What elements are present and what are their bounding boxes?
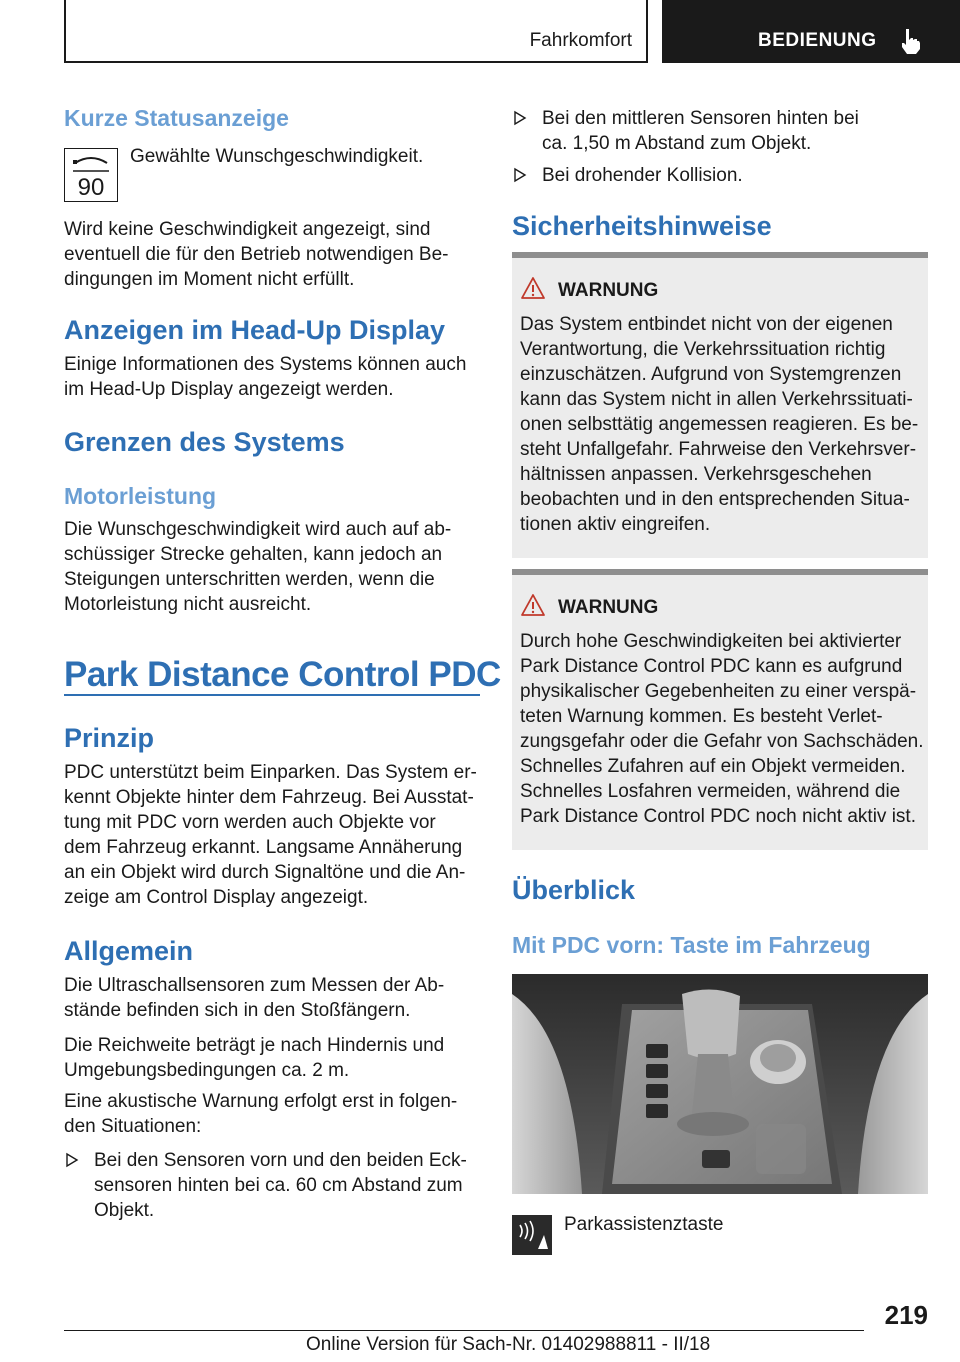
triangle-bullet-icon xyxy=(64,1152,80,1168)
text-line: Die Ultraschallsensoren zum Messen der Ab- xyxy=(64,975,445,996)
text-line: Verantwortung, die Verkehrssituation richtig xyxy=(520,339,886,360)
text-line: Die Wunschgeschwindigkeit wird auch auf ab- xyxy=(64,519,452,540)
motorleistung-body xyxy=(64,517,451,617)
text-line: onen selbsttätig angemessen reagieren. Es be- xyxy=(520,414,919,435)
kurze-statusanzeige-desc: Gewählte Wunschgeschwindigkeit. xyxy=(130,146,424,167)
text-line: Die Reichweite beträgt je nach Hindernis und xyxy=(64,1035,445,1056)
warning-text xyxy=(520,629,930,829)
text-line: zungsgefahr oder die Gefahr von Sachschäden. xyxy=(520,731,924,752)
speed-arc-icon xyxy=(65,149,117,201)
text-line: PDC unterstützt beim Einparken. Das System er- xyxy=(64,762,477,783)
warning-triangle-icon xyxy=(520,593,546,617)
hud-body xyxy=(64,352,466,402)
text-line: eventuell die für den Betrieb notwendigen Be- xyxy=(64,244,449,265)
kurze-statusanzeige-heading: Kurze Statusanzeige xyxy=(64,105,289,131)
text-line: Bei den mittleren Sensoren hinten bei xyxy=(542,108,859,129)
motorleistung-heading: Motorleistung xyxy=(64,483,217,509)
kurze-statusanzeige-body xyxy=(64,217,448,292)
warning-title: WARNUNG xyxy=(558,597,659,618)
allgemein-para-3 xyxy=(64,1089,457,1139)
text-line: Bei den Sensoren vorn und den beiden Eck- xyxy=(94,1150,467,1171)
prinzip-heading: Prinzip xyxy=(64,723,155,753)
warning-box-2 xyxy=(512,569,928,850)
allgemein-heading: Allgemein xyxy=(64,936,194,966)
text-line: hältnissen anpassen. Verkehrsgeschehen xyxy=(520,464,872,485)
warning-text xyxy=(520,312,924,537)
header-chapter-title: BEDIENUNG xyxy=(758,30,877,51)
text-line: steht Unfallgefahr. Fahrweise den Verkehrsver- xyxy=(520,439,917,460)
prinzip-body xyxy=(64,760,477,910)
hud-heading: Anzeigen im Head-Up Display xyxy=(64,315,446,345)
text-line: einzuschätzen. Aufgrund von Systemgrenzen xyxy=(520,364,902,385)
text-line: im Head-Up Display angezeigt werden. xyxy=(64,379,394,400)
allgemein-para-2 xyxy=(64,1033,444,1083)
text-line: physikalischer Gegebenheiten zu einer verspä- xyxy=(520,681,917,702)
header-section-box xyxy=(64,0,648,63)
warning-box-1 xyxy=(512,252,928,558)
header-section-title: Fahrkomfort xyxy=(529,30,632,51)
pointing-hand-icon xyxy=(896,27,924,55)
center-console-illustration xyxy=(512,974,928,1194)
triangle-bullet-icon xyxy=(512,110,528,126)
text-line: Das System entbindet nicht von der eigenen xyxy=(520,314,893,335)
pdc-chapter-heading: Park Distance Control PDC xyxy=(64,655,501,694)
text-line: tionen aktiv eingreifen. xyxy=(520,514,711,535)
text-line: dingungen im Moment nicht erfüllt. xyxy=(64,269,355,290)
parkassistenztaste-label: Parkassistenztaste xyxy=(564,1214,724,1235)
text-line: Objekt. xyxy=(94,1200,155,1221)
text-line: den Situationen: xyxy=(64,1116,202,1137)
text-line: schüssiger Strecke gehalten, kann jedoch an xyxy=(64,544,443,565)
footer-rule xyxy=(64,1330,864,1331)
text-line: Motorleistung nicht ausreicht. xyxy=(64,594,312,615)
text-line: Wird keine Geschwindigkeit angezeigt, sind xyxy=(64,219,431,240)
pdc-heading-rule xyxy=(64,694,480,696)
center-console-photo xyxy=(512,974,928,1194)
text-line: tung mit PDC vorn werden auch Objekte vor xyxy=(64,812,436,833)
sicherheitshinweise-heading: Sicherheitshinweise xyxy=(512,211,772,241)
warning-triangle-icon xyxy=(520,276,546,300)
text-line: Einige Informationen des Systems können auch xyxy=(64,354,467,375)
speed-icon-value: 90 xyxy=(77,174,105,201)
text-line: Eine akustische Warnung erfolgt erst in folgen- xyxy=(64,1091,458,1112)
text-line: Park Distance Control PDC kann es aufgrund xyxy=(520,656,903,677)
text-line: Steigungen unterschritten werden, wenn die xyxy=(64,569,435,590)
allgemein-para-1 xyxy=(64,973,444,1023)
parking-sensor-icon xyxy=(512,1215,552,1255)
text-line: Umgebungsbedingungen ca. 2 m. xyxy=(64,1060,350,1081)
text-line: Durch hohe Geschwindigkeiten bei aktivierter xyxy=(520,631,902,652)
text-line: beobachten und in den entsprechenden Situa- xyxy=(520,489,910,510)
footer-online-version: Online Version für Sach-Nr. 01402988811 - II/18 xyxy=(306,1334,711,1355)
ueberblick-heading: Überblick xyxy=(512,875,636,905)
text-line: kann das System nicht in allen Verkehrssituati- xyxy=(520,389,913,410)
warning-title: WARNUNG xyxy=(558,280,659,301)
triangle-bullet-icon xyxy=(512,167,528,183)
text-line: Schnelles Losfahren vermeiden, während die xyxy=(520,781,901,802)
text-line: kennt Objekte hinter dem Fahrzeug. Bei Ausstat- xyxy=(64,787,474,808)
pdc-vorn-heading: Mit PDC vorn: Taste im Fahrzeug xyxy=(512,932,871,958)
text-line: Bei drohender Kollision. xyxy=(542,165,743,186)
grenzen-heading: Grenzen des Systems xyxy=(64,427,345,457)
speed-status-icon xyxy=(64,148,118,202)
page-number: 219 xyxy=(884,1300,928,1330)
text-line: stände befinden sich in den Stoßfängern. xyxy=(64,1000,411,1021)
header-chapter-tab xyxy=(662,0,960,63)
text-line: Park Distance Control PDC noch nicht aktiv ist. xyxy=(520,806,916,827)
text-line: teten Warnung kommen. Es besteht Verlet- xyxy=(520,706,883,727)
text-line: an ein Objekt wird durch Signaltöne und die An- xyxy=(64,862,466,883)
text-line: dem Fahrzeug erkannt. Langsame Annäherung xyxy=(64,837,463,858)
text-line: zeige am Control Display angezeigt. xyxy=(64,887,369,908)
parking-assist-button-icon xyxy=(512,1215,552,1255)
text-line: ca. 1,50 m Abstand zum Objekt. xyxy=(542,133,812,154)
text-line: sensoren hinten bei ca. 60 cm Abstand zum xyxy=(94,1175,463,1196)
text-line: Schnelles Zufahren auf ein Objekt vermeiden. xyxy=(520,756,906,777)
